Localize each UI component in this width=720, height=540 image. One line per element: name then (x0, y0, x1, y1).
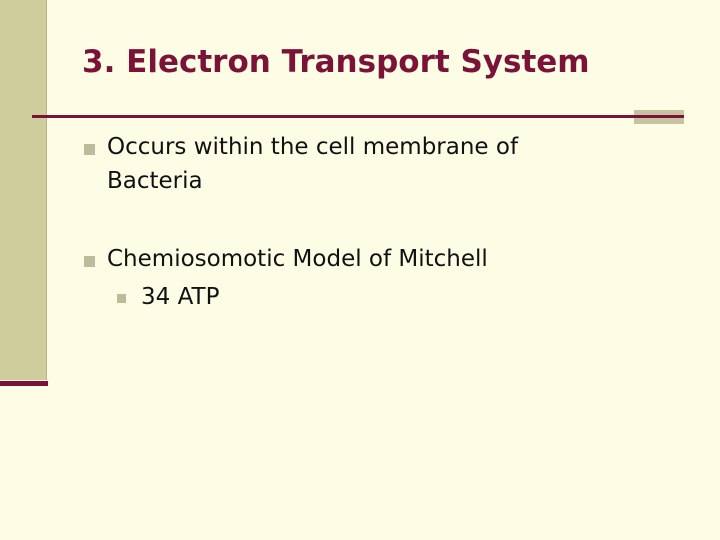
side-accent-bar (0, 0, 47, 380)
bullet-marker (84, 256, 95, 267)
bullet-marker (84, 144, 95, 155)
bullet-text-1-continued: Bacteria (107, 168, 203, 194)
sub-bullet-marker (117, 294, 126, 303)
sub-bullet-text: 34 ATP (141, 284, 220, 310)
bullet-text-1: Occurs within the cell membrane of (107, 134, 519, 160)
slide-title: 3. Electron Transport System (82, 44, 590, 80)
title-underline (32, 115, 684, 118)
side-accent-bar-cap (0, 381, 48, 386)
bullet-text-2: Chemiosomotic Model of Mitchell (107, 246, 488, 272)
